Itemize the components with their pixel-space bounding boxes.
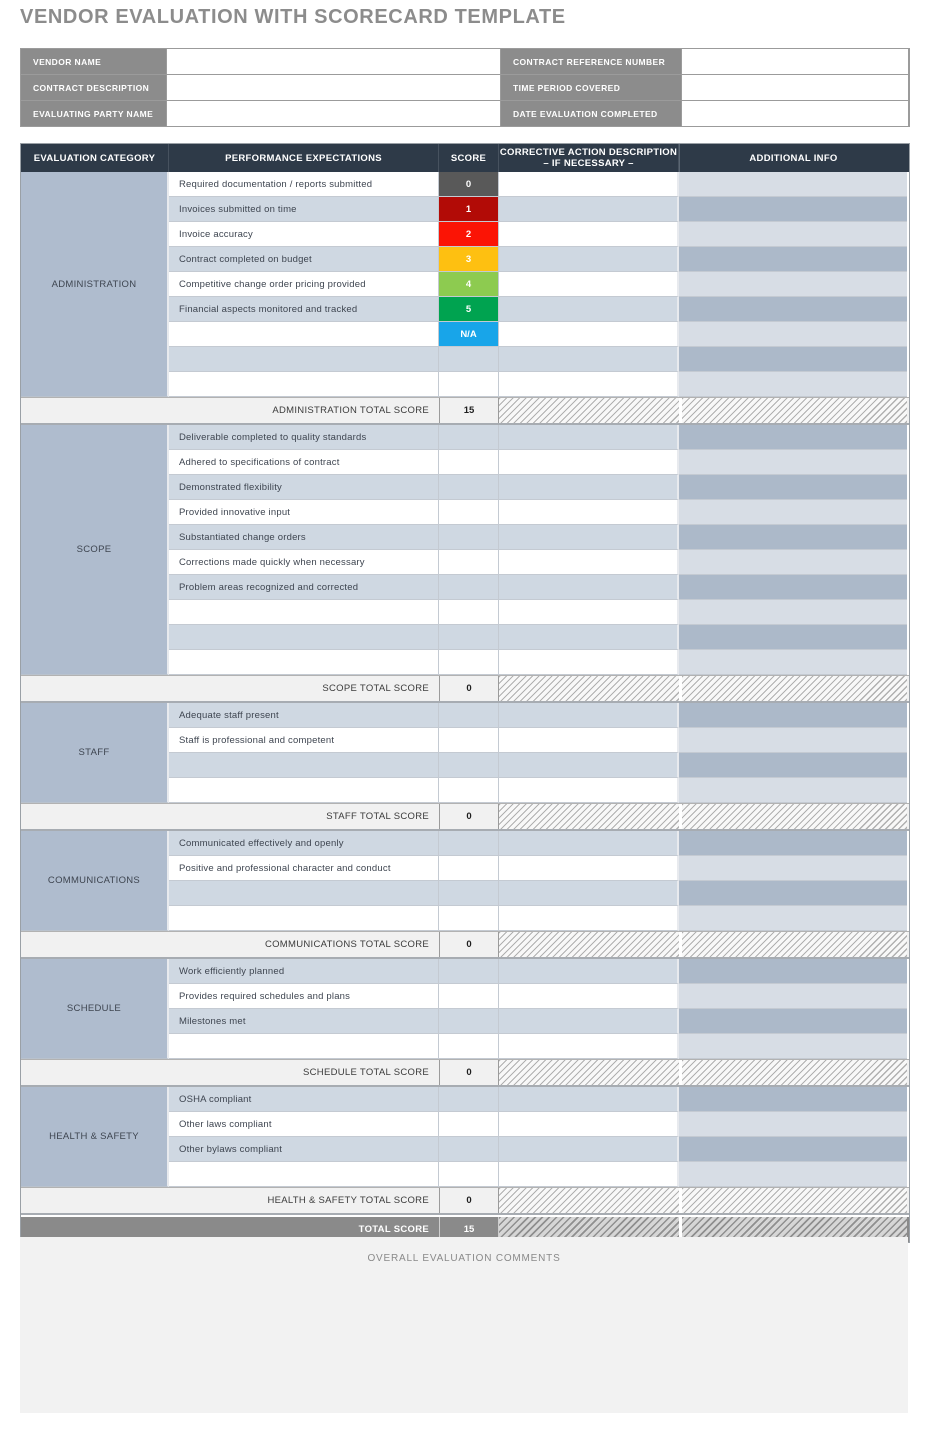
score-cell[interactable] [439, 372, 499, 397]
corrective-action-cell[interactable] [499, 525, 679, 550]
total-label: SCHEDULE TOTAL SCORE [302, 1067, 429, 1078]
section-staff [21, 703, 909, 803]
performance-cell[interactable]: Positive and professional character and conduct [169, 856, 439, 881]
hatch-cell [679, 1188, 907, 1213]
hatch-cell [499, 1188, 679, 1213]
performance-cell[interactable]: Milestones met [169, 1009, 439, 1034]
performance-cell[interactable]: Corrections made quickly when necessary [169, 550, 439, 575]
corrective-action-cell[interactable] [499, 197, 679, 222]
corrective-action-cell[interactable] [499, 1034, 679, 1059]
additional-info-cell[interactable] [679, 297, 907, 322]
comments-label: OVERALL EVALUATION COMMENTS [367, 1253, 561, 1264]
score-cell[interactable] [439, 525, 499, 550]
header-cell-0 [21, 144, 169, 172]
header-cell-2 [439, 144, 499, 172]
score-cell[interactable] [439, 625, 499, 650]
score-cell[interactable] [439, 959, 499, 984]
evaluating-party-name-field[interactable] [167, 101, 500, 126]
score-cell[interactable] [439, 425, 499, 450]
additional-info-cell[interactable] [679, 856, 907, 881]
score-cell[interactable] [439, 753, 499, 778]
score-cell[interactable] [439, 703, 499, 728]
total-label: ADMINISTRATION TOTAL SCORE [272, 405, 429, 416]
hatch-cell [679, 398, 907, 423]
additional-info-cell[interactable] [679, 1162, 907, 1187]
additional-info-cell[interactable] [679, 575, 907, 600]
score-cell[interactable] [439, 1034, 499, 1059]
total-score-value: 0 [439, 932, 499, 957]
corrective-action-cell[interactable] [499, 625, 679, 650]
page-title: VENDOR EVALUATION WITH SCORECARD TEMPLATE [20, 6, 566, 28]
corrective-action-cell[interactable] [499, 297, 679, 322]
additional-info-cell[interactable] [679, 984, 907, 1009]
performance-cell[interactable]: Provided innovative input [169, 500, 439, 525]
performance-cell[interactable]: Invoices submitted on time [169, 197, 439, 222]
performance-cell[interactable]: Required documentation / reports submitted [169, 172, 439, 197]
score-cell[interactable] [439, 1087, 499, 1112]
performance-cell[interactable]: Contract completed on budget [169, 247, 439, 272]
score-cell[interactable]: 5 [439, 297, 499, 322]
corrective-action-cell[interactable] [499, 247, 679, 272]
corrective-action-cell[interactable] [499, 728, 679, 753]
score-cell[interactable]: 4 [439, 272, 499, 297]
performance-cell[interactable]: OSHA compliant [169, 1087, 439, 1112]
additional-info-cell[interactable] [679, 500, 907, 525]
section-total-row [21, 675, 909, 703]
additional-info-cell[interactable] [679, 425, 907, 450]
additional-info-cell[interactable] [679, 372, 907, 397]
section-health-safety [21, 1087, 909, 1187]
corrective-action-cell[interactable] [499, 1009, 679, 1034]
vendor-name-field[interactable] [167, 49, 500, 74]
total-label: COMMUNICATIONS TOTAL SCORE [264, 939, 429, 950]
additional-info-cell[interactable] [679, 600, 907, 625]
additional-info-cell[interactable] [679, 347, 907, 372]
info-form [20, 48, 910, 127]
hatch-cell [499, 398, 679, 423]
performance-cell[interactable]: Other bylaws compliant [169, 1137, 439, 1162]
corrective-action-cell[interactable] [499, 881, 679, 906]
corrective-action-cell[interactable] [499, 272, 679, 297]
score-cell[interactable] [439, 575, 499, 600]
grand-total-label: TOTAL SCORE [358, 1224, 429, 1235]
corrective-action-cell[interactable] [499, 984, 679, 1009]
score-cell[interactable] [439, 831, 499, 856]
performance-cell[interactable]: Competitive change order pricing provided [169, 272, 439, 297]
corrective-action-cell[interactable] [499, 172, 679, 197]
total-score-value: 0 [439, 1060, 499, 1085]
score-cell[interactable] [439, 856, 499, 881]
additional-info-cell[interactable] [679, 247, 907, 272]
additional-info-cell[interactable] [679, 1009, 907, 1034]
section-schedule [21, 959, 909, 1059]
score-cell[interactable] [439, 347, 499, 372]
additional-info-cell[interactable] [679, 703, 907, 728]
additional-info-cell[interactable] [679, 625, 907, 650]
hatch-cell [499, 804, 679, 829]
comments-box[interactable] [20, 1237, 908, 1413]
performance-cell[interactable]: Deliverable completed to quality standards [169, 425, 439, 450]
performance-cell[interactable]: Adequate staff present [169, 703, 439, 728]
corrective-action-cell[interactable] [499, 500, 679, 525]
total-score-value: 0 [439, 676, 499, 701]
hatch-cell [499, 676, 679, 701]
performance-cell[interactable] [169, 650, 439, 675]
performance-cell[interactable] [169, 625, 439, 650]
performance-cell[interactable]: Financial aspects monitored and tracked [169, 297, 439, 322]
corrective-action-cell[interactable] [499, 450, 679, 475]
corrective-action-cell[interactable] [499, 425, 679, 450]
corrective-action-cell[interactable] [499, 650, 679, 675]
performance-cell[interactable] [169, 753, 439, 778]
total-score-value: 0 [439, 1188, 499, 1213]
contract-description-field[interactable] [167, 75, 500, 100]
score-cell[interactable] [439, 778, 499, 803]
corrective-action-cell[interactable] [499, 1137, 679, 1162]
category-cell: SCOPE [21, 425, 169, 675]
performance-cell[interactable] [169, 906, 439, 931]
scorecard-table [20, 143, 910, 1243]
corrective-action-cell[interactable] [499, 1162, 679, 1187]
score-cell[interactable] [439, 500, 499, 525]
performance-cell[interactable]: Work efficiently planned [169, 959, 439, 984]
additional-info-cell[interactable] [679, 778, 907, 803]
score-cell[interactable]: N/A [439, 322, 499, 347]
header-cell-1 [169, 144, 439, 172]
header-cell-3 [499, 144, 679, 172]
additional-info-cell[interactable] [679, 450, 907, 475]
hatch-cell [679, 932, 907, 957]
total-label: SCOPE TOTAL SCORE [322, 683, 429, 694]
additional-info-cell[interactable] [679, 881, 907, 906]
score-cell[interactable] [439, 550, 499, 575]
corrective-action-cell[interactable] [499, 1112, 679, 1137]
section-total-row [21, 1059, 909, 1087]
performance-cell[interactable] [169, 1162, 439, 1187]
performance-cell[interactable]: Provides required schedules and plans [169, 984, 439, 1009]
performance-cell[interactable] [169, 881, 439, 906]
total-score-value: 15 [439, 398, 499, 423]
category-cell: SCHEDULE [21, 959, 169, 1059]
performance-cell[interactable]: Staff is professional and competent [169, 728, 439, 753]
header-cell-line: EVALUATION CATEGORY [33, 152, 156, 164]
additional-info-cell[interactable] [679, 475, 907, 500]
time-period-covered-label: TIME PERIOD COVERED [501, 75, 681, 100]
contract-reference-number-label: CONTRACT REFERENCE NUMBER [501, 49, 681, 74]
performance-cell[interactable]: Invoice accuracy [169, 222, 439, 247]
score-cell[interactable] [439, 650, 499, 675]
additional-info-cell[interactable] [679, 272, 907, 297]
corrective-action-cell[interactable] [499, 550, 679, 575]
corrective-action-cell[interactable] [499, 475, 679, 500]
score-cell[interactable] [439, 1112, 499, 1137]
header-cell-line: CORRECTIVE ACTION DESCRIPTION [499, 147, 678, 158]
score-cell[interactable]: 1 [439, 197, 499, 222]
date-evaluation-completed-label: DATE EVALUATION COMPLETED [501, 101, 681, 126]
section-communications [21, 831, 909, 931]
section-administration [21, 172, 909, 397]
contract-description-label: CONTRACT DESCRIPTION [21, 75, 166, 100]
corrective-action-cell[interactable] [499, 1087, 679, 1112]
additional-info-cell[interactable] [679, 322, 907, 347]
corrective-action-cell[interactable] [499, 778, 679, 803]
additional-info-cell[interactable] [679, 831, 907, 856]
category-cell: ADMINISTRATION [21, 172, 169, 397]
hatch-cell [679, 1060, 907, 1085]
total-score-value: 0 [439, 804, 499, 829]
performance-cell[interactable] [169, 372, 439, 397]
corrective-action-cell[interactable] [499, 600, 679, 625]
section-total-row [21, 931, 909, 959]
hatch-cell [679, 676, 907, 701]
additional-info-cell[interactable] [679, 1112, 907, 1137]
score-cell[interactable] [439, 450, 499, 475]
header-cell-line: PERFORMANCE EXPECTATIONS [225, 152, 382, 164]
performance-cell[interactable] [169, 600, 439, 625]
score-cell[interactable] [439, 881, 499, 906]
score-cell[interactable] [439, 1009, 499, 1034]
additional-info-cell[interactable] [679, 172, 907, 197]
corrective-action-cell[interactable] [499, 322, 679, 347]
corrective-action-cell[interactable] [499, 831, 679, 856]
category-cell: STAFF [21, 703, 169, 803]
hatch-cell [499, 1060, 679, 1085]
header-cell-line: ADDITIONAL INFO [749, 152, 838, 164]
table-body [21, 172, 909, 1242]
additional-info-cell[interactable] [679, 753, 907, 778]
score-cell[interactable] [439, 906, 499, 931]
additional-info-cell[interactable] [679, 550, 907, 575]
score-cell[interactable] [439, 1162, 499, 1187]
performance-cell[interactable] [169, 778, 439, 803]
score-cell[interactable] [439, 728, 499, 753]
total-label: HEALTH & SAFETY TOTAL SCORE [267, 1195, 429, 1206]
corrective-action-cell[interactable] [499, 222, 679, 247]
additional-info-cell[interactable] [679, 222, 907, 247]
additional-info-cell[interactable] [679, 1034, 907, 1059]
corrective-action-cell[interactable] [499, 575, 679, 600]
performance-cell[interactable]: Other laws compliant [169, 1112, 439, 1137]
grand-total-value: 15 [439, 1217, 499, 1242]
performance-cell[interactable]: Problem areas recognized and corrected [169, 575, 439, 600]
score-cell[interactable]: 3 [439, 247, 499, 272]
corrective-action-cell[interactable] [499, 906, 679, 931]
section-scope [21, 425, 909, 675]
performance-cell[interactable] [169, 1034, 439, 1059]
score-cell[interactable]: 0 [439, 172, 499, 197]
additional-info-cell[interactable] [679, 1137, 907, 1162]
section-total-row [21, 1187, 909, 1215]
additional-info-cell[interactable] [679, 728, 907, 753]
corrective-action-cell[interactable] [499, 703, 679, 728]
header-cell-line: SCORE [450, 152, 487, 164]
section-total-row [21, 803, 909, 831]
table-header-row [21, 144, 909, 172]
header-cell-4 [679, 144, 907, 172]
score-cell[interactable] [439, 475, 499, 500]
additional-info-cell[interactable] [679, 650, 907, 675]
performance-cell[interactable]: Communicated effectively and openly [169, 831, 439, 856]
additional-info-cell[interactable] [679, 525, 907, 550]
corrective-action-cell[interactable] [499, 959, 679, 984]
date-evaluation-completed-field[interactable] [682, 101, 908, 126]
section-total-row [21, 397, 909, 425]
score-cell[interactable]: 2 [439, 222, 499, 247]
corrective-action-cell[interactable] [499, 753, 679, 778]
header-cell-line: – IF NECESSARY – [543, 158, 634, 169]
corrective-action-cell[interactable] [499, 347, 679, 372]
hatch-cell [499, 932, 679, 957]
score-cell[interactable] [439, 600, 499, 625]
contract-reference-number-field[interactable] [682, 49, 908, 74]
performance-cell[interactable] [169, 322, 439, 347]
hatch-cell [679, 804, 907, 829]
corrective-action-cell[interactable] [499, 372, 679, 397]
additional-info-cell[interactable] [679, 1087, 907, 1112]
performance-cell[interactable]: Substantiated change orders [169, 525, 439, 550]
vendor-name-label: VENDOR NAME [21, 49, 166, 74]
additional-info-cell[interactable] [679, 959, 907, 984]
evaluating-party-name-label: EVALUATING PARTY NAME [21, 101, 166, 126]
additional-info-cell[interactable] [679, 906, 907, 931]
performance-cell[interactable]: Demonstrated flexibility [169, 475, 439, 500]
score-cell[interactable] [439, 984, 499, 1009]
category-cell: COMMUNICATIONS [21, 831, 169, 931]
category-cell: HEALTH & SAFETY [21, 1087, 169, 1187]
performance-cell[interactable]: Adhered to specifications of contract [169, 450, 439, 475]
total-label: STAFF TOTAL SCORE [326, 811, 429, 822]
score-cell[interactable] [439, 1137, 499, 1162]
corrective-action-cell[interactable] [499, 856, 679, 881]
performance-cell[interactable] [169, 347, 439, 372]
time-period-covered-field[interactable] [682, 75, 908, 100]
additional-info-cell[interactable] [679, 197, 907, 222]
